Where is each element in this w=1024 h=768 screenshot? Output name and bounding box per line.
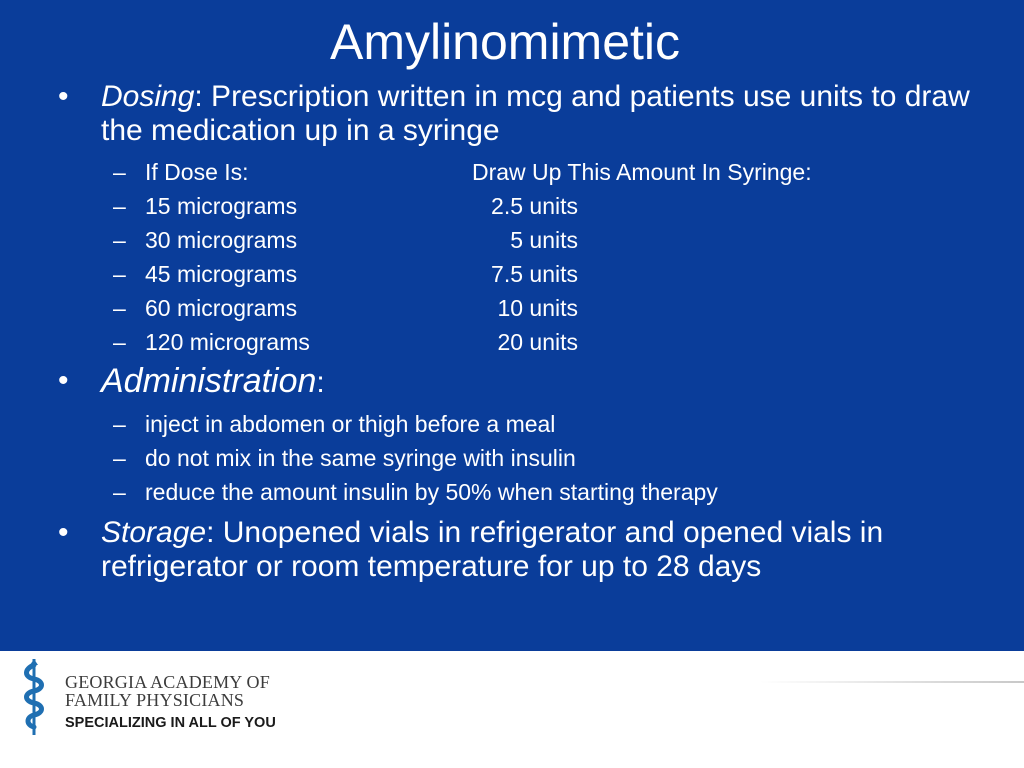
org-tagline: SPECIALIZING IN ALL OF YOU: [65, 715, 276, 731]
slide-content: Amylinomimetic • Dosing: Prescription written in mcg and patients use units to draw the medication up in a syringe – If Dose Is: Draw Up This Amount In Syringe: – 15 micrograms 2.5 units – 30 micrograms 5 units – 45 micrograms 7.5 units – 60 micrograms 10 units – 120 micrograms 20 units • Administration: – inject in abdomen or thigh before a meal – do not mix in the same syringe with insulin – reduce the amount insulin by 50% when starting therapy • Storage: Unopened vials in refrigerator and opened vials in refrigerator or room temperature for up to 28 days: [0, 0, 1024, 651]
amount-value: 5 units: [510, 227, 578, 253]
footer: [0, 651, 1024, 768]
footer-divider: [760, 681, 1024, 683]
dose-header: If Dose Is:: [145, 159, 249, 185]
amount-header: Draw Up This Amount In Syringe:: [472, 159, 812, 185]
dose-value: 15 micrograms: [145, 193, 298, 219]
slide-title: Amylinomimetic: [329, 14, 681, 70]
dosing-label: Dosing: [101, 80, 195, 113]
amount-value: 10 units: [497, 295, 578, 321]
org-name-line2: FAMILY PHYSICIANS: [65, 690, 245, 710]
amount-value: 2.5 units: [491, 193, 578, 219]
administration-label: Administration: [101, 362, 317, 400]
storage-label: Storage: [101, 516, 207, 549]
bullet-mark: •: [58, 516, 69, 549]
dosing-text: : Prescription written in mcg and patients use units to draw the medication up in a syringe: [101, 80, 970, 147]
org-name-line1: GEORGIA ACADEMY OF: [65, 672, 270, 692]
caduceus-logo-icon: [22, 655, 62, 739]
bullet-mark: •: [58, 364, 69, 397]
org-logo-text: [65, 673, 276, 732]
storage-text: : Unopened vials in refrigerator and opened vials in refrigerator or room temperature for up to 28 days: [101, 516, 884, 583]
administration-text: :: [316, 366, 325, 399]
bullet-mark: •: [58, 80, 69, 113]
amount-value: 7.5 units: [491, 261, 578, 287]
dose-value: 60 micrograms: [145, 295, 298, 321]
dose-value: 45 micrograms: [145, 261, 298, 287]
amount-value: 20 units: [497, 329, 578, 355]
dose-value: 30 micrograms: [145, 227, 298, 253]
dose-value: 120 micrograms: [145, 329, 310, 355]
